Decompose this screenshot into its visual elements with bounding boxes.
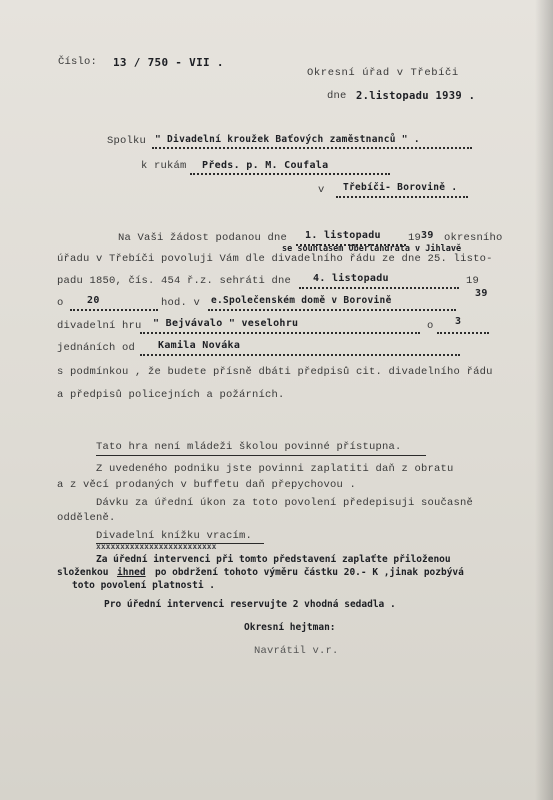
- note-seats: Pro úřední intervenci reservujte 2 vhodná sedadla .: [104, 599, 396, 610]
- body-line6-dots: [140, 354, 460, 356]
- spolku-dotted-line: [152, 147, 472, 149]
- note-intervention-3: toto povolení platnosti .: [72, 580, 215, 591]
- v-label: v: [318, 184, 325, 196]
- body-line5-dots: [140, 332, 420, 334]
- signature-name: Navrátil v.r.: [254, 645, 339, 657]
- body-line4-dots-hour: [70, 309, 158, 311]
- body-line4-hour: 20: [87, 295, 100, 306]
- body-line7: s podmínkou , že budete přísně dbáti předpisů cit. divadelního řádu: [57, 366, 493, 378]
- body-line2: úřadu v Třebíči povoluji Vám dle divadelního řádu ze dne 25. listo-: [57, 253, 493, 265]
- v-dotted-line: [336, 196, 468, 198]
- body-line1-a: Na Vaši žádost podanou dne: [118, 232, 288, 244]
- rukam-value: Předs. p. M. Coufala: [202, 160, 329, 171]
- page-edge-shadow: [535, 0, 553, 800]
- body-line4-place: e.Společenském domě v Borovině: [211, 295, 392, 306]
- body-line8: a předpisů policejních a požárních.: [57, 389, 285, 401]
- body-line3-a: padu 1850, čís. 454 ř.z. sehráti dne: [57, 275, 292, 287]
- body-line4-a: o: [57, 297, 64, 309]
- body-line5-acts: 3: [455, 316, 462, 327]
- body-line5-dots-acts: [437, 332, 489, 334]
- signature-title: Okresní hejtman:: [244, 622, 336, 633]
- note-youth-underline: [96, 455, 426, 456]
- body-line1-b: okresního: [444, 232, 503, 244]
- note-intervention-2a: složenkou: [57, 567, 109, 578]
- rukam-label: k rukám: [141, 160, 187, 172]
- body-line4-b: hod. v: [161, 297, 201, 309]
- body-line3-dots: [299, 287, 459, 289]
- note-fee-2: odděleně.: [57, 512, 116, 524]
- body-line2-insert: se souhlasem Oberlandrata v Jihlavě: [282, 244, 462, 254]
- body-line3-date: 4. listopadu: [313, 273, 389, 284]
- body-line1-year: 39: [421, 230, 434, 241]
- body-line1-date: 1. listopadu: [305, 230, 381, 241]
- date-label: dne: [327, 90, 347, 102]
- rukam-dotted-line: [190, 173, 390, 175]
- body-line6-author: Kamila Nováka: [158, 340, 241, 351]
- note-tax-1: Z uvedeného podniku jste povinni zaplatiti daň z obratu: [96, 463, 454, 475]
- note-intervention-2b: ihned: [117, 567, 146, 578]
- v-value: Třebíči- Borovině .: [343, 182, 458, 193]
- note-tax-2: a z věcí prodaných v buffetu daň přepychovou .: [57, 479, 357, 491]
- cislo-value: 13 / 750 - VII .: [113, 56, 224, 69]
- spolku-value: " Divadelní kroužek Baťových zaměstnanců " .: [155, 134, 420, 145]
- body-line4-dots-place: [208, 309, 456, 311]
- body-line5-b: o: [427, 320, 434, 332]
- note-fee-1: Dávku za úřední úkon za toto povolení předepisuji současně: [96, 497, 474, 509]
- note-booklet: Divadelní knížku vracím.: [96, 530, 253, 542]
- body-line5-a: divadelní hru: [57, 320, 142, 332]
- note-intervention-2c: po obdržení tohoto výměru částku 20.- K ,jinak pozbývá: [155, 567, 464, 578]
- body-line6-a: jednáních od: [57, 342, 136, 354]
- note-intervention-1: Za úřední intervenci při tomto představení zaplaťte přiloženou: [96, 554, 451, 565]
- note-strikeout: xxxxxxxxxxxxxxxxxxxxxxxxx: [96, 542, 217, 551]
- cislo-label: Číslo:: [58, 56, 98, 68]
- body-line3-year-prefix: 19: [466, 275, 480, 287]
- note-youth: Tato hra není mládeži školou povinné přístupna.: [96, 441, 402, 453]
- body-line5-play: " Bejvávalo " veselohru: [153, 318, 299, 329]
- date-value: 2.listopadu 1939 .: [356, 90, 476, 102]
- spolku-label: Spolku: [107, 135, 147, 147]
- body-line3-year: 39: [475, 288, 488, 299]
- body-line1-year-prefix: 19: [408, 232, 422, 244]
- office-label: Okresní úřad v Třebíči: [307, 67, 459, 79]
